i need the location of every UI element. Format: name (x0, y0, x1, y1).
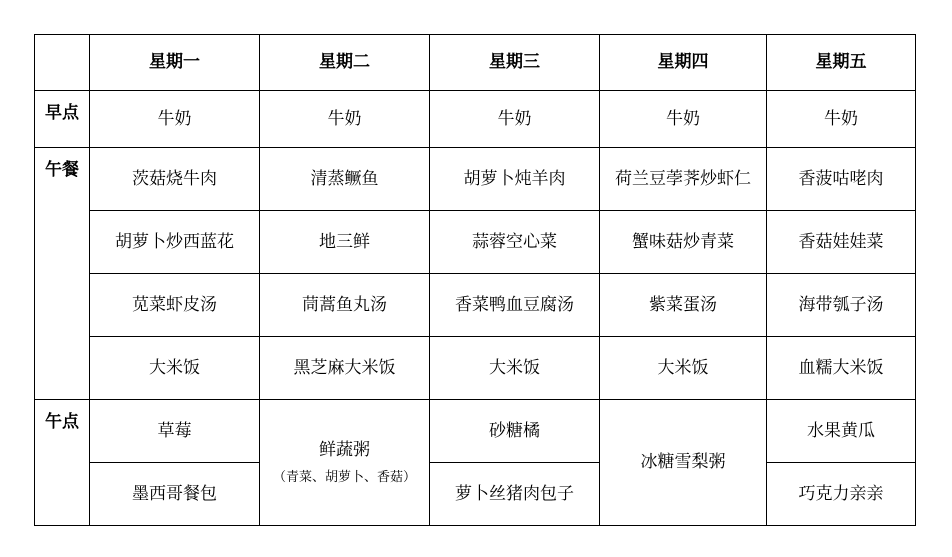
lunch-cell: 大米饭 (90, 337, 260, 400)
snack-tue-main: 鲜蔬粥 (319, 439, 370, 460)
lunch-cell: 黑芝麻大米饭 (260, 337, 430, 400)
lunch-row (35, 274, 916, 337)
breakfast-fri: 牛奶 (767, 91, 916, 148)
lunch-cell: 苋菜虾皮汤 (90, 274, 260, 337)
snack-mon-1: 草莓 (90, 400, 260, 463)
lunch-cell: 大米饭 (600, 337, 767, 400)
lunch-cell: 血糯大米饭 (767, 337, 916, 400)
day-header-mon: 星期一 (90, 35, 260, 91)
lunch-cell: 海带瓠子汤 (767, 274, 916, 337)
snack-wed-1: 砂糖橘 (430, 400, 600, 463)
breakfast-wed: 牛奶 (430, 91, 600, 148)
snack-tue-note: （青菜、胡萝卜、香菇） (272, 469, 416, 485)
breakfast-thu: 牛奶 (600, 91, 767, 148)
breakfast-mon: 牛奶 (90, 91, 260, 148)
lunch-cell: 清蒸鳜鱼 (260, 148, 430, 211)
lunch-row (35, 337, 916, 400)
corner-cell (35, 35, 90, 91)
breakfast-row (35, 91, 916, 148)
lunch-cell: 香菇娃娃菜 (767, 211, 916, 274)
lunch-cell: 地三鲜 (260, 211, 430, 274)
breakfast-tue: 牛奶 (260, 91, 430, 148)
lunch-cell: 香菠咕咾肉 (767, 148, 916, 211)
lunch-cell: 蒜蓉空心菜 (430, 211, 600, 274)
lunch-cell: 紫菜蛋汤 (600, 274, 767, 337)
snack-thu: 冰糖雪梨粥 (600, 400, 767, 526)
snack-tue (260, 400, 430, 526)
day-header-tue: 星期二 (260, 35, 430, 91)
snack-fri-2: 巧克力亲亲 (767, 463, 916, 526)
meal-label-breakfast: 早点 (35, 91, 90, 148)
meal-label-snack: 午点 (35, 400, 90, 526)
weekly-menu-table (34, 34, 916, 526)
snack-fri-1: 水果黄瓜 (767, 400, 916, 463)
lunch-cell: 茼蒿鱼丸汤 (260, 274, 430, 337)
lunch-cell: 胡萝卜炖羊肉 (430, 148, 600, 211)
lunch-cell: 荷兰豆荸荠炒虾仁 (600, 148, 767, 211)
meal-label-lunch: 午餐 (35, 148, 90, 400)
lunch-cell: 香菜鸭血豆腐汤 (430, 274, 600, 337)
lunch-row (35, 211, 916, 274)
snack-mon-2: 墨西哥餐包 (90, 463, 260, 526)
snack-row (35, 463, 916, 526)
lunch-cell: 大米饭 (430, 337, 600, 400)
day-header-wed: 星期三 (430, 35, 600, 91)
lunch-cell: 蟹味菇炒青菜 (600, 211, 767, 274)
lunch-row (35, 148, 916, 211)
snack-wed-2: 萝卜丝猪肉包子 (430, 463, 600, 526)
lunch-cell: 茨菇烧牛肉 (90, 148, 260, 211)
lunch-cell: 胡萝卜炒西蓝花 (90, 211, 260, 274)
snack-row (35, 400, 916, 463)
day-header-fri: 星期五 (767, 35, 916, 91)
header-row (35, 35, 916, 91)
day-header-thu: 星期四 (600, 35, 767, 91)
